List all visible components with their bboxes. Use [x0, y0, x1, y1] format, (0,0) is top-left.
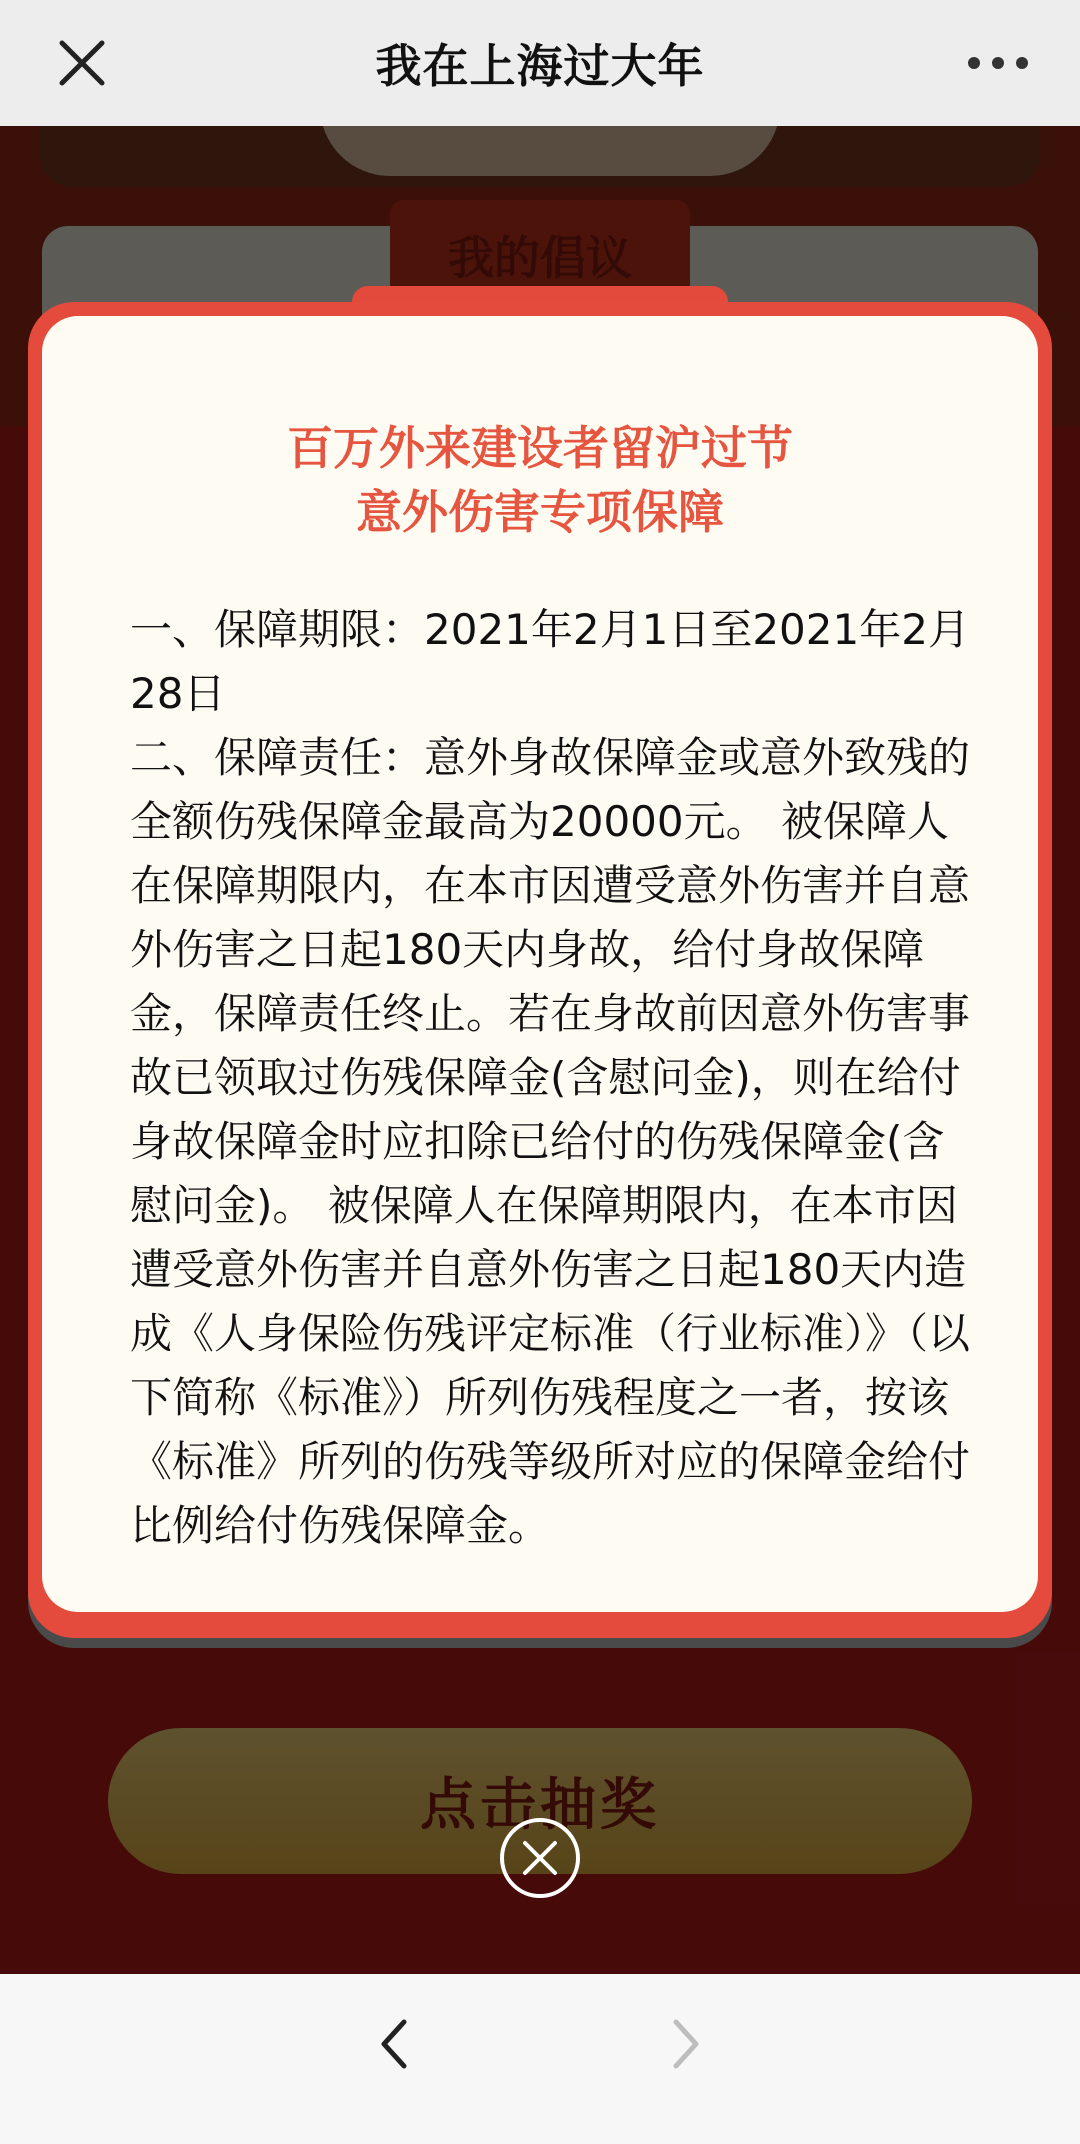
close-icon — [517, 1835, 563, 1881]
top-nav-bar — [0, 0, 1080, 126]
page-title: 我在上海过大年 — [375, 39, 705, 93]
more-dots-icon[interactable] — [968, 48, 1028, 78]
chevron-right-icon[interactable] — [660, 2014, 710, 2074]
modal-title-line2: 意外伤害专项保障 — [356, 485, 724, 539]
close-icon[interactable] — [52, 33, 112, 93]
chevron-left-icon[interactable] — [370, 2014, 420, 2074]
modal-body-paragraph: 一、保障期限：2021年2月1日至2021年2月28日 二、保障责任：意外身故保障金或意外致残的全额伤残保障金最高为20000元。 被保障人在保障期限内，在本市因遭受意外伤害并自意外伤害之日起180天内身故，给付身故保障金，保障责任终止。若在身故前因意外伤害事故已领取过伤残保障金(含慰问金)，则在给付身故保障金时应扣除已给付的伤残保障金(含慰问金)。 被保障人在保障期限内，在本市因遭受意外伤害并自意外伤害之日起180天内造成《人身保险伤残评定标准（行业标准）》（以下简称《标准》）所列伤残程度之一者，按该《标准》所列的伤残等级所对应的保障金给付比例给付伤残保障金。 — [130, 605, 971, 1550]
bottom-nav-bar — [0, 1974, 1080, 2144]
modal-content[interactable] — [42, 316, 1038, 1612]
modal-title — [42, 416, 1038, 544]
modal-close-button[interactable] — [500, 1818, 580, 1898]
modal-title-line1: 百万外来建设者留沪过节 — [287, 421, 793, 475]
modal-body-text — [130, 598, 970, 1558]
insurance-modal — [28, 302, 1052, 1638]
